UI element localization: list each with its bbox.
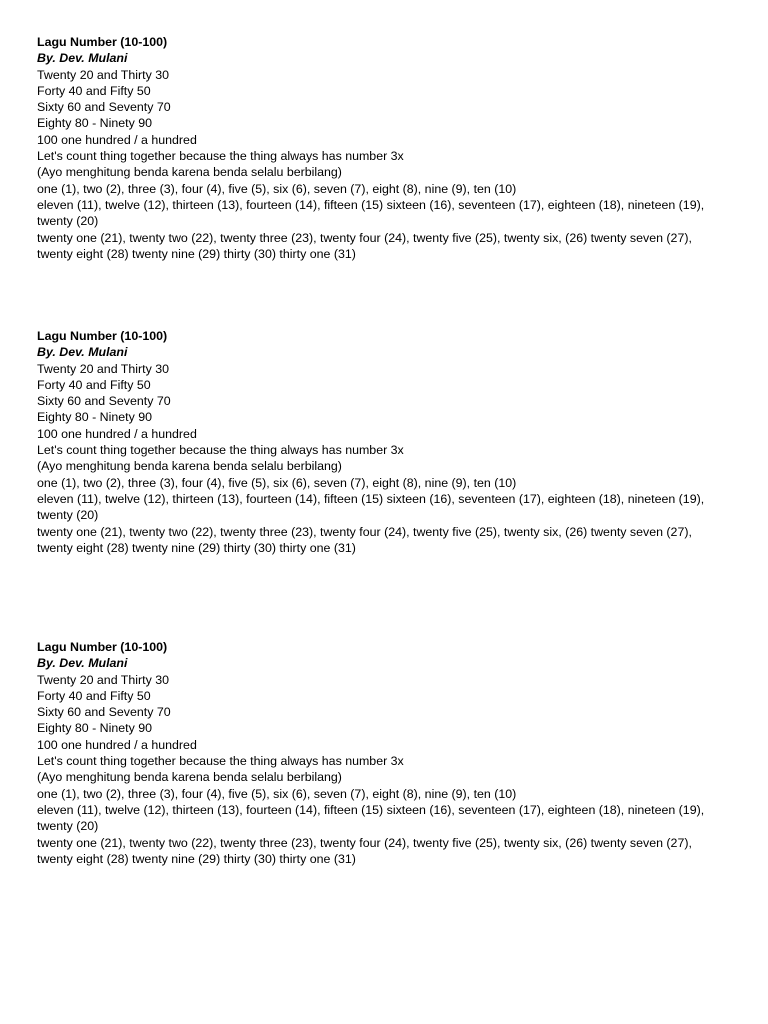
lyric-line: Let's count thing together because the thing always has number 3x — [37, 443, 404, 458]
lyric-line: twenty one (21), twenty two (22), twenty three (23), twenty four (24), twenty five (25), twenty six, (26) twenty seven (27), twenty eight (28) twenty nine (29) thirty (30) thirty one (31) — [37, 230, 692, 261]
lyric-line: Forty 40 and Fifty 50 — [37, 688, 151, 703]
lyric-line: (Ayo menghitung benda karena benda selalu berbilang) — [37, 459, 342, 474]
song-author: By. Dev. Mulani — [37, 656, 128, 671]
lyric-line: Forty 40 and Fifty 50 — [37, 377, 151, 392]
lyric-line: Eighty 80 - Ninety 90 — [37, 410, 153, 425]
lyric-line: one (1), two (2), three (3), four (4), five (5), six (6), seven (7), eight (8), nine (9), ten (10) — [37, 786, 517, 801]
song-block — [37, 34, 727, 262]
lyric-line: eleven (11), twelve (12), thirteen (13), fourteen (14), fifteen (15) sixteen (16), seventeen (17), eighteen (18), nineteen (19), twenty (20) — [37, 197, 705, 229]
lyric-line: Sixty 60 and Seventy 70 — [37, 100, 171, 115]
song-title: Lagu Number (10-100) — [37, 329, 168, 343]
lyric-line: (Ayo menghitung benda karena benda selalu berbilang) — [37, 165, 342, 180]
song-author: By. Dev. Mulani — [37, 51, 128, 66]
lyric-line: one (1), two (2), three (3), four (4), five (5), six (6), seven (7), eight (8), nine (9), ten (10) — [37, 181, 517, 196]
song-block — [37, 639, 727, 867]
lyric-line: Sixty 60 and Seventy 70 — [37, 705, 171, 720]
lyric-line: Sixty 60 and Seventy 70 — [37, 394, 171, 409]
lyric-line: twenty one (21), twenty two (22), twenty three (23), twenty four (24), twenty five (25), twenty six, (26) twenty seven (27), twenty eight (28) twenty nine (29) thirty (30) thirty one (31) — [37, 835, 692, 866]
lyric-line: eleven (11), twelve (12), thirteen (13), fourteen (14), fifteen (15) sixteen (16), seventeen (17), eighteen (18), nineteen (19), twenty (20) — [37, 491, 705, 523]
lyric-line: Twenty 20 and Thirty 30 — [37, 361, 170, 376]
lyric-line: one (1), two (2), three (3), four (4), five (5), six (6), seven (7), eight (8), nine (9), ten (10) — [37, 475, 517, 490]
lyric-line: Twenty 20 and Thirty 30 — [37, 67, 170, 82]
lyric-line: twenty one (21), twenty two (22), twenty three (23), twenty four (24), twenty five (25), twenty six, (26) twenty seven (27), twenty eight (28) twenty nine (29) thirty (30) thirty one (31) — [37, 524, 692, 555]
lyric-line: 100 one hundred / a hundred — [37, 426, 197, 441]
lyric-line: Twenty 20 and Thirty 30 — [37, 672, 170, 687]
lyric-line: Eighty 80 - Ninety 90 — [37, 721, 153, 736]
lyric-line: (Ayo menghitung benda karena benda selalu berbilang) — [37, 770, 342, 785]
song-block — [37, 328, 727, 556]
song-title: Lagu Number (10-100) — [37, 640, 168, 654]
lyric-line: Let's count thing together because the thing always has number 3x — [37, 754, 404, 769]
lyric-line: Forty 40 and Fifty 50 — [37, 83, 151, 98]
lyric-line: eleven (11), twelve (12), thirteen (13), fourteen (14), fifteen (15) sixteen (16), seventeen (17), eighteen (18), nineteen (19), twenty (20) — [37, 802, 705, 834]
lyric-line: 100 one hundred / a hundred — [37, 132, 197, 147]
lyric-line: Eighty 80 - Ninety 90 — [37, 116, 153, 131]
lyric-line: Let's count thing together because the thing always has number 3x — [37, 149, 404, 164]
song-title: Lagu Number (10-100) — [37, 35, 168, 49]
lyric-line: 100 one hundred / a hundred — [37, 737, 197, 752]
song-author: By. Dev. Mulani — [37, 345, 128, 360]
